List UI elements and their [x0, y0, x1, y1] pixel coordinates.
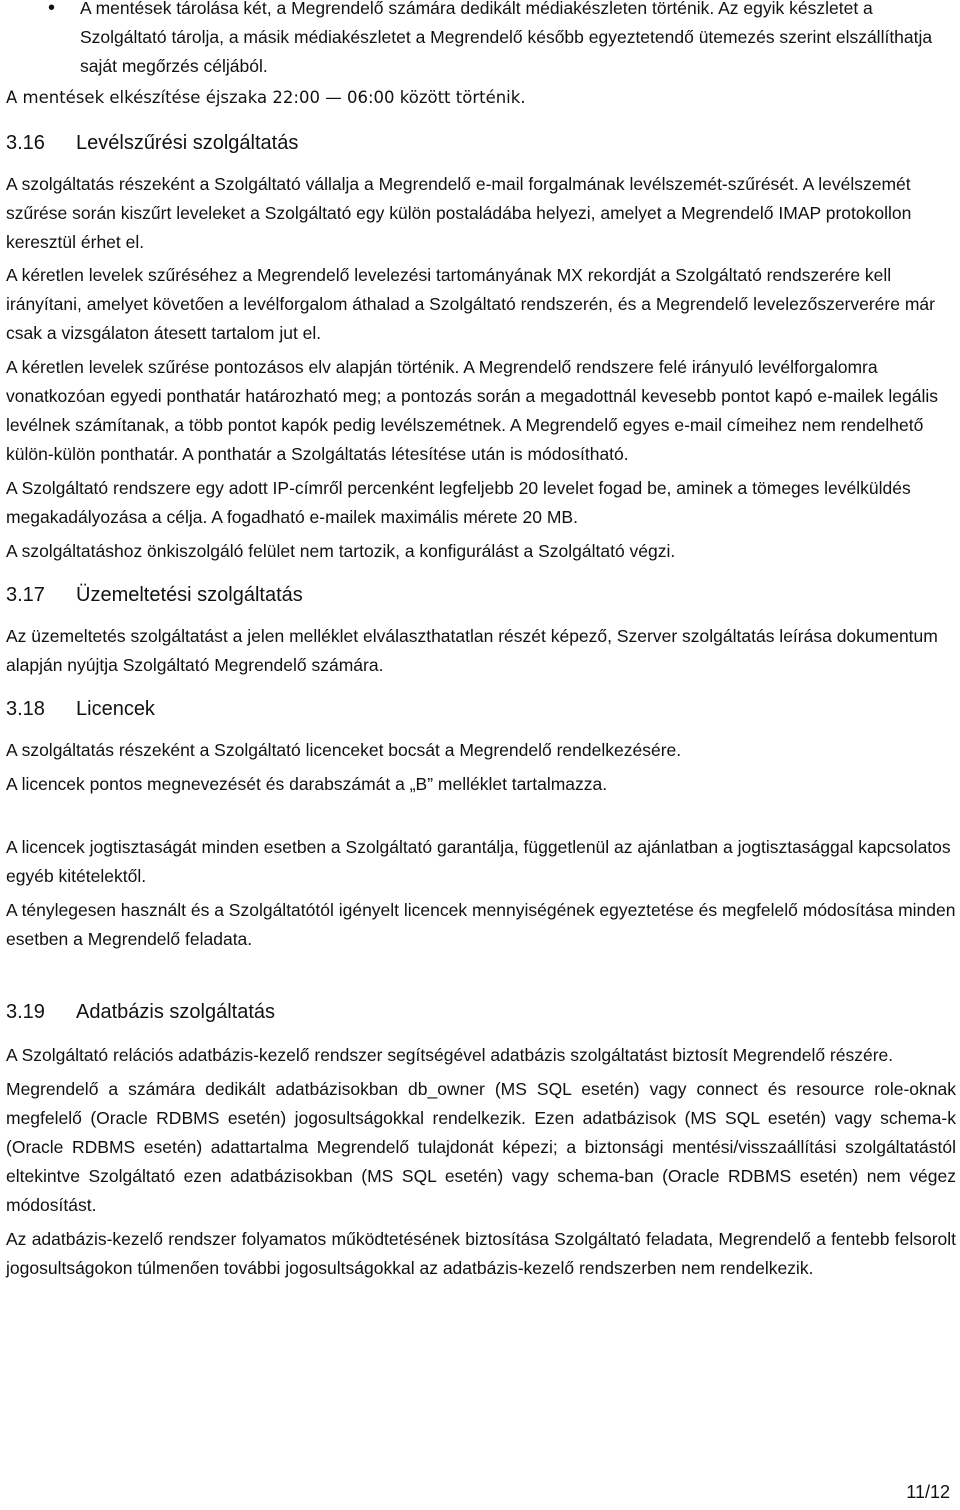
section-number: 3.19 [6, 1001, 45, 1023]
paragraph: A szolgáltatás részeként a Szolgáltató licenceket bocsát a Megrendelő rendelkezésére. [6, 740, 682, 760]
section-title: Licencek [76, 698, 155, 720]
section-title: Üzemeltetési szolgáltatás [76, 584, 303, 606]
paragraph: Az adatbázis-kezelő rendszer folyamatos működtetésének biztosítása Szolgáltató feladata, Megrendelő a fentebb felsorolt jogosultságokon túlmenően további jogosultságokkal az adatbázis-kezelő rendszerben nem rendelkezik. [6, 1229, 956, 1278]
section-title: Adatbázis szolgáltatás [76, 1001, 276, 1023]
section-heading-3-18 [6, 695, 956, 724]
page-number: 11/12 [906, 1482, 950, 1502]
section-heading-3-17 [6, 581, 956, 610]
section-number: 3.18 [6, 698, 45, 720]
paragraph: A szolgáltatáshoz önkiszolgáló felület nem tartozik, a konfigurálást a Szolgáltató végzi. [6, 541, 676, 561]
section-number: 3.16 [6, 132, 45, 154]
section-title: Levélszűrési szolgáltatás [76, 132, 299, 154]
bullet-item [6, 0, 956, 81]
paragraph: A licencek pontos megnevezését és darabszámát a „B” melléklet tartalmazza. [6, 774, 608, 794]
paragraph: Megrendelő a számára dedikált adatbázisokban db_owner (MS SQL esetén) vagy connect és resource role-oknak megfelelő (Oracle RDBMS esetén) jogosultságokkal rendelkezik. Ezen adatbázisok (MS SQL esetén) vagy schema-k (Oracle RDBMS esetén) adattartalma Megrendelő tulajdonát képezi; a biztonsági mentési/visszaállítási szolgáltatástól eltekintve Szolgáltató ezen adatbázisokban (MS SQL esetén) vagy schema-ban (Oracle RDBMS esetén) nem végez módosítást. [6, 1079, 956, 1215]
section-heading-3-16 [6, 129, 956, 158]
paragraph: A kéretlen levelek szűréséhez a Megrendelő levelezési tartományának MX rekordját a Szolgáltató rendszerére kell irányítani, amelyet követően a levélforgalom áthalad a Szolgáltató rendszerén, és a Megrendelő levelezőszerverére már csak a vizsgálaton átesett tartalom jut el. [6, 265, 935, 343]
paragraph: A Szolgáltató rendszere egy adott IP-címről percenként legfeljebb 20 levelet fogad be, aminek a tömeges levélküldés megakadályozása a célja. A fogadható e-mailek maximális mérete 20 MB. [6, 478, 911, 527]
paragraph: A szolgáltatás részeként a Szolgáltató vállalja a Megrendelő e-mail forgalmának levélszemét-szűrését. A levélszemét szűrése során kiszűrt leveleket a Szolgáltató egy külön postaládába helyezi, amelyet a Megrendelő IMAP protokollon keresztül érhet el. [6, 174, 912, 252]
bullet-text: A mentések tárolása két, a Megrendelő számára dedikált médiakészleten történik. Az egyik készletet a Szolgáltató tárolja, a másik médiakészletet a Megrendelő később egyeztetendő ütemezés szerint elszállíthatja saját megőrzés céljából. [80, 0, 933, 76]
bullet-icon: • [48, 0, 56, 19]
paragraph: Az üzemeltetés szolgáltatást a jelen melléklet elválaszthatatlan részét képező, Szerver szolgáltatás leírása dokumentum alapján nyújtja Szolgáltató Megrendelő számára. [6, 626, 938, 675]
section-heading-3-19 [6, 998, 956, 1027]
paragraph: A Szolgáltató relációs adatbázis-kezelő rendszer segítségével adatbázis szolgáltatást biztosít Megrendelő részére. [6, 1045, 894, 1065]
paragraph: A licencek jogtisztaságát minden esetben a Szolgáltató garantálja, függetlenül az ajánlatban a jogtisztasággal kapcsolatos egyéb kitételektől. [6, 837, 951, 886]
paragraph: A ténylegesen használt és a Szolgáltatótól igényelt licencek mennyiségének egyeztetése és megfelelő módosítása minden esetben a Megrendelő feladata. [6, 900, 956, 949]
document-page [6, 0, 956, 1283]
paragraph: A kéretlen levelek szűrése pontozásos elv alapján történik. A Megrendelő rendszere felé irányuló levélforgalomra vonatkozóan egyedi ponthatár határozható meg; a pontozás során a megadottnál kevesebb pontot kapó e-mailek legális levélnek számítanak, a több pontot kapók pedig levélszemétnek. A Megrendelő egyes e-mail címeihez nem rendelhető külön-külön ponthatár. A ponthatár a Szolgáltatás létesítése után is módosítható. [6, 357, 939, 464]
backup-time-text: A mentések elkészítése éjszaka 22:00 — 06:00 között történik. [6, 88, 526, 107]
section-number: 3.17 [6, 584, 45, 606]
